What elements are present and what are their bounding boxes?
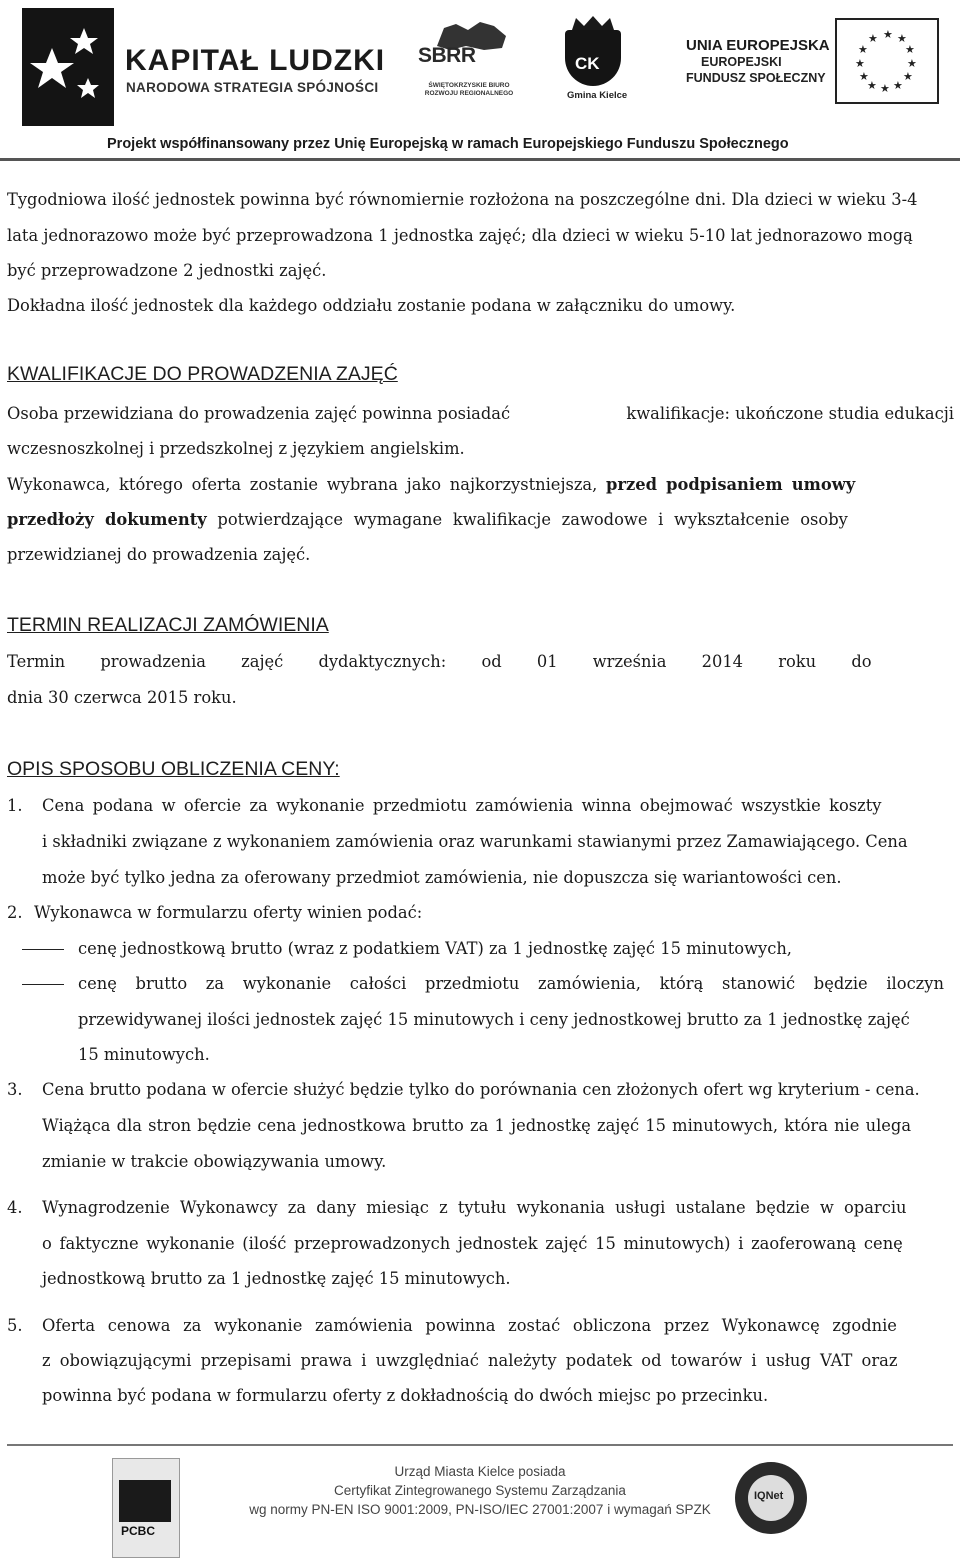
iqnet-label: IQNet (754, 1490, 784, 1502)
document-header (0, 0, 960, 162)
kwalifikacje-line-2: wczesnoszkolnej i przedszkolnej z językiem angielskim. (7, 439, 465, 458)
item-2-number: 2. (7, 903, 23, 922)
heading-opis: OPIS SPOSOBU OBLICZENIA CENY: (7, 758, 340, 780)
item-1-line-3: może być tylko jedna za oferowany przedmiot zamówienia, nie dopuszcza się wariantowości cen. (42, 868, 842, 887)
svg-text:★: ★ (880, 82, 890, 95)
item-2-line-1: Wykonawca w formularzu oferty winien podać: (34, 903, 423, 922)
intro-line-2: lata jednorazowo może być przeprowadzona 1 jednostka zajęć; dla dzieci w wieku 5-10 lat jednorazowo mogą (7, 226, 913, 245)
footer-divider (7, 1444, 953, 1446)
svg-text:★: ★ (893, 79, 903, 92)
ck-letters: CK (575, 54, 600, 73)
item-5-line-1: Oferta cenowa za wykonanie zamówienia powinna zostać obliczona przez Wykonawcę zgodnie (42, 1316, 897, 1335)
item-2-bullet-1 (22, 939, 792, 959)
svg-text:★: ★ (883, 28, 893, 41)
svg-text:★: ★ (855, 57, 865, 70)
pcbc-label: PCBC (121, 1524, 156, 1538)
item-4-number: 4. (7, 1198, 23, 1217)
item-3-line-1: Cena brutto podana w ofercie służyć będzie tylko do porównania cen złożonych ofert wg kryterium - cena. (42, 1080, 920, 1099)
sbrr-subtitle: ŚWIĘTOKRZYSKIE BIURO ROZWOJU REGIONALNEGO (424, 82, 514, 97)
footer-line-1: Urząd Miasta Kielce posiada (394, 1464, 566, 1479)
ue-title: UNIA EUROPEJSKA (686, 37, 830, 54)
footer-line-2: Certyfikat Zintegrowanego Systemu Zarządzania (334, 1483, 626, 1498)
svg-text:★: ★ (858, 43, 868, 56)
header-divider (0, 158, 960, 161)
ue-line2: EUROPEJSKI (701, 55, 782, 69)
eu-flag-icon (835, 18, 939, 104)
svg-text:★: ★ (907, 57, 917, 70)
item-1-number: 1. (7, 796, 23, 815)
item-4-line-1: Wynagrodzenie Wykonawcy za dany miesiąc z tytułu wykonania usługi ustalane będzie w oparciu (42, 1198, 907, 1217)
item-4-line-3: jednostkową brutto za 1 jednostkę zajęć 15 minutowych. (42, 1269, 511, 1288)
kapital-ludzki-subtitle: NARODOWA STRATEGIA SPÓJNOŚCI (126, 80, 379, 95)
dash-icon (22, 984, 64, 985)
ue-line3: FUNDUSZ SPOŁECZNY (686, 71, 826, 85)
kwalifikacje-line-1a: Osoba przewidziana do prowadzenia zajęć powinna posiadać (7, 404, 511, 423)
intro-line-1: Tygodniowa ilość jednostek powinna być równomiernie rozłożona na poszczególne dni. Dla dzieci w wieku 3-4 (7, 190, 918, 209)
project-cofinancing-line: Projekt współfinansowany przez Unię Europejską w ramach Europejskiego Funduszu Społecznego (107, 136, 789, 152)
intro-line-4: Dokładna ilość jednostek dla każdego oddziału zostanie podana w załączniku do umowy. (7, 296, 736, 315)
kwalifikacje-line-5: przewidzianej do prowadzenia zajęć. (7, 545, 311, 564)
svg-text:★: ★ (867, 79, 877, 92)
item-4-line-2: o faktyczne wykonanie (ilość przeprowadzonych jednostek zajęć 15 minutowych) i zaoferowaną cenę (42, 1234, 903, 1253)
item-1-line-1: Cena podana w ofercie za wykonanie przedmiotu zamówienia winna obejmować wszystkie koszty (42, 796, 882, 815)
item-2-bullet-2-line-2: przewidywanej ilości jednostek zajęć 15 minutowych i ceny jednostkowej brutto za 1 jednostkę zajęć (78, 1010, 910, 1029)
kapital-ludzki-title: KAPITAŁ LUDZKI (125, 44, 386, 77)
gmina-kielce-label: Gmina Kielce (567, 90, 628, 101)
kwalifikacje-line-3-text: Wykonawca, którego oferta zostanie wybrana jako najkorzystniejsza, (7, 475, 598, 494)
kwalifikacje-line-4-bold: przedłoży dokumenty (7, 510, 207, 529)
item-3-line-3: zmianie w trakcie obowiązywania umowy. (42, 1152, 387, 1171)
item-2-bullet-1-text: cenę jednostkową brutto (wraz z podatkiem VAT) za 1 jednostkę zajęć 15 minutowych, (78, 939, 792, 958)
stars-icon (22, 8, 114, 126)
kwalifikacje-line-4-text: potwierdzające wymagane kwalifikacje zawodowe i wykształcenie osoby (217, 510, 848, 529)
kapital-ludzki-logo (22, 8, 114, 126)
svg-text:★: ★ (897, 32, 907, 45)
dash-icon (22, 949, 64, 950)
item-5-line-3: powinna być podana w formularzu oferty z dokładnością do dwóch miejsc po przecinku. (42, 1386, 769, 1405)
kwalifikacje-line-1b: kwalifikacje: ukończone studia edukacji (626, 404, 954, 423)
svg-text:★: ★ (905, 43, 915, 56)
intro-line-3: być przeprowadzone 2 jednostki zajęć. (7, 261, 327, 280)
heading-kwalifikacje: KWALIFIKACJE DO PROWADZENIA ZAJĘĆ (7, 363, 398, 385)
sbrr-logo: SBRR (418, 44, 476, 67)
item-3-line-2: Wiążąca dla stron będzie cena jednostkowa brutto za 1 jednostkę zajęć 15 minutowych, która nie ulega (42, 1116, 912, 1135)
svg-text:★: ★ (859, 70, 869, 83)
footer-line-3: wg normy PN-EN ISO 9001:2009, PN-ISO/IEC 27001:2007 i wymagań SPZK (249, 1502, 711, 1517)
item-5-number: 5. (7, 1316, 23, 1335)
item-5-line-2: z obowiązującymi przepisami prawa i uwzględniać należyty podatek od towarów i usług VAT oraz (42, 1351, 898, 1370)
item-3-number: 3. (7, 1080, 23, 1099)
kwalifikacje-line-3-bold: przed podpisaniem umowy (606, 475, 856, 494)
kwalifikacje-line-3 (7, 475, 855, 495)
termin-line-1: Termin prowadzenia zajęć dydaktycznych: od 01 września 2014 roku do (7, 652, 872, 671)
termin-line-2: dnia 30 czerwca 2015 roku. (7, 688, 237, 707)
svg-text:★: ★ (903, 70, 913, 83)
item-1-line-2: i składniki związane z wykonaniem zamówienia oraz warunkami stawianymi przez Zamawiającego. Cena (42, 832, 908, 851)
svg-text:★: ★ (868, 32, 878, 45)
item-2-bullet-2 (22, 974, 944, 994)
kwalifikacje-line-1 (7, 404, 954, 424)
item-2-bullet-2-text: cenę brutto za wykonanie całości przedmiotu zamówienia, którą stanowić będzie iloczyn (78, 974, 944, 993)
heading-termin: TERMIN REALIZACJI ZAMÓWIENIA (7, 614, 329, 636)
kwalifikacje-line-4 (7, 510, 848, 530)
item-2-bullet-2-line-3: 15 minutowych. (78, 1045, 210, 1064)
